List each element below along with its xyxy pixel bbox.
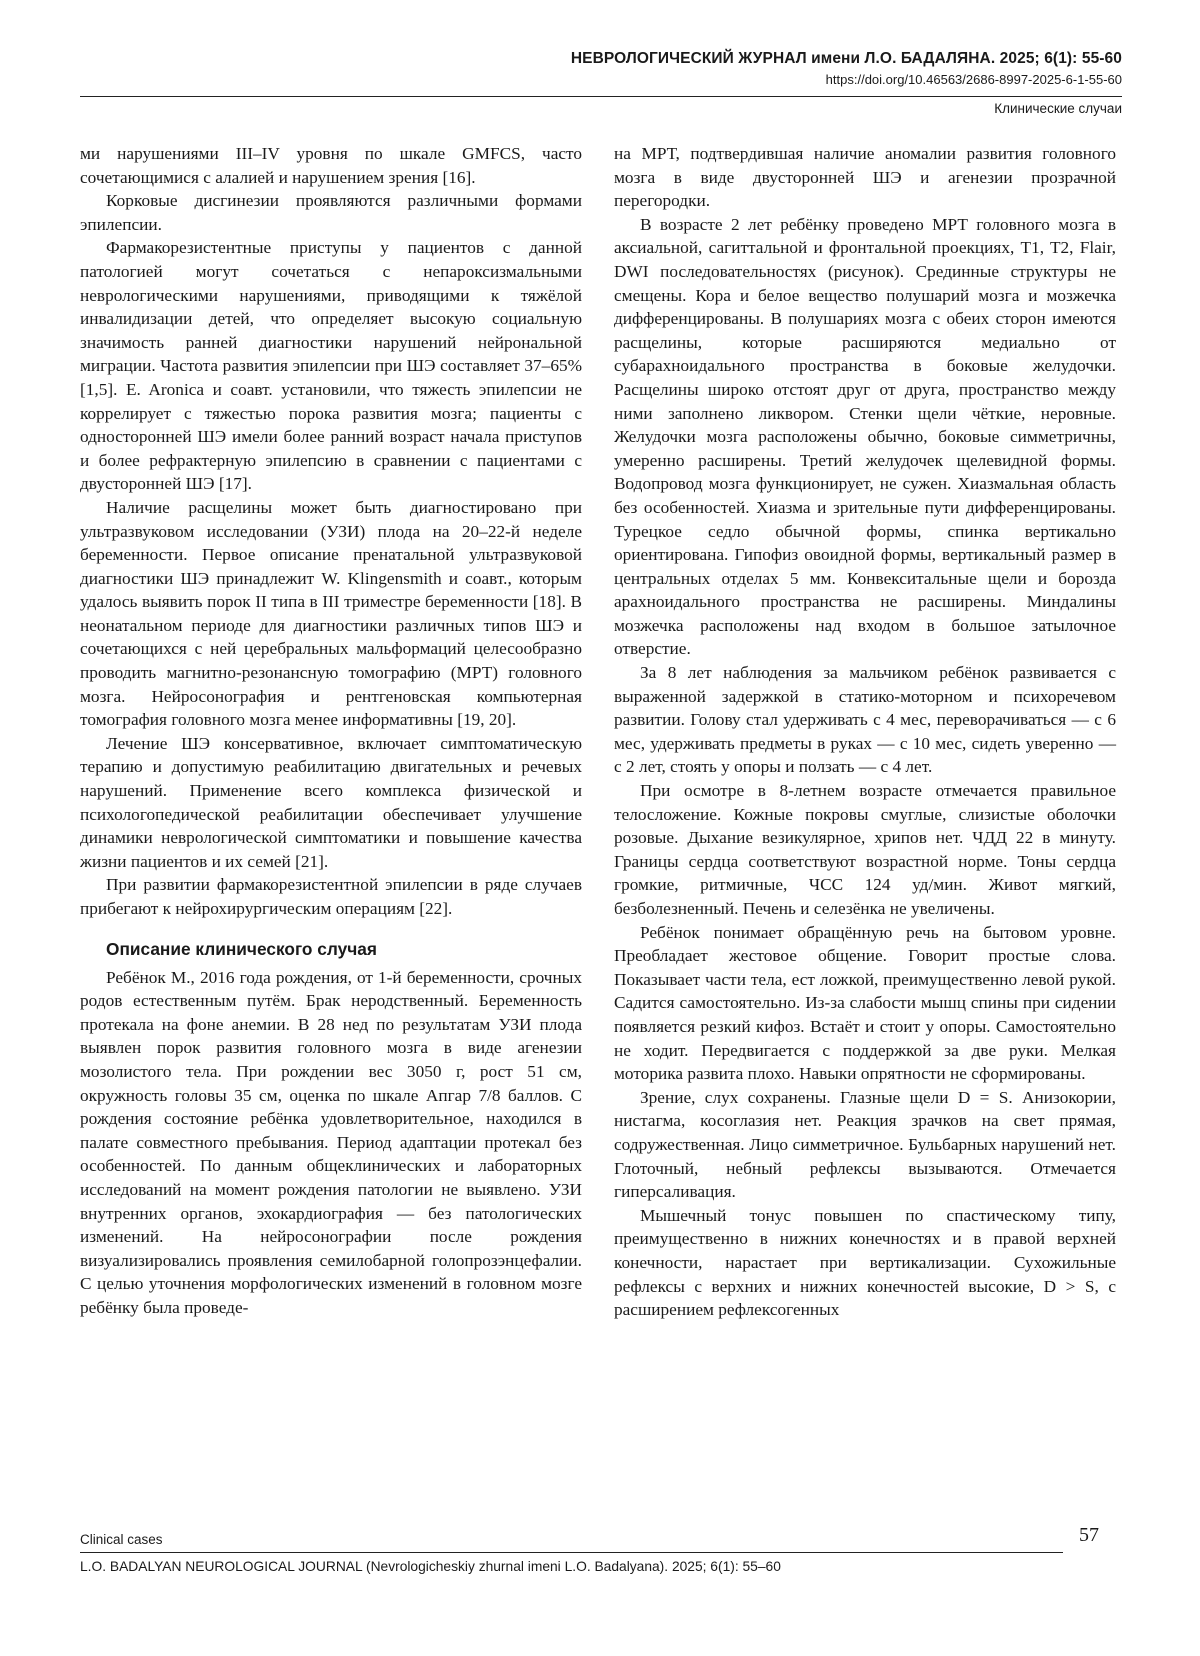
running-header-doi[interactable]: https://doi.org/10.46563/2686-8997-2025-6-1-55-60 xyxy=(825,72,1122,87)
left-text-column xyxy=(80,142,582,1320)
paragraph: При развитии фармакорезистентной эпилепсии в ряде случаев прибегают к нейрохирургическим операциям [22]. xyxy=(80,875,582,918)
paragraph: Мышечный тонус повышен по спастическому типу, преимущественно в нижних конечностях и в правой верхней конечности, нарастает при вертикализации. Сухожильные рефлексы с верхних и нижних конечностей высокие, D > S, с расширением рефлексогенных xyxy=(614,1205,1116,1320)
paragraph: Фармакорезистентные приступы у пациентов с данной патологией могут сочетаться с непароксизмальными неврологическими нарушениями, приводящими к тяжёлой инвалидизации детей, что определяет высокую социальную значимость ранней диагностики нарушений нейрональной миграции. Частота развития эпилепсии при ШЭ составляет 37–65% [1,5]. E. Aronica и соавт. установили, что тяжесть эпилепсии не коррелирует с тяжестью порока развития мозга; пациенты с односторонней ШЭ имели более ранний возраст начала приступов и более рефрактерную эпилепсию в сравнении с пациентами с двусторонней ШЭ [17]. xyxy=(80,238,582,494)
paragraph: При осмотре в 8-летнем возрасте отмечается правильное телосложение. Кожные покровы смуглые, слизистые оболочки розовые. Дыхание везикулярное, хрипов нет. ЧДД 22 в минуту. Границы сердца соответствуют возрастной норме. Тоны сердца громкие, ритмичные, ЧСС 124 уд/мин. Живот мягкий, безболезненный. Печень и селезёнка не увеличены. xyxy=(614,781,1116,918)
running-header-section: Клинические случаи xyxy=(994,101,1122,116)
paragraph: В возрасте 2 лет ребёнку проведено МРТ головного мозга в аксиальной, сагиттальной и фронтальной проекциях, T1, T2, Flair, DWI последовательностях (рисунок). Срединные структуры не смещены. Кора и белое вещество полушарий мозга и мозжечка дифференцированы. В полушариях мозга с обеих сторон имеются расщелины, которые расширяются медиально от субарахноидального пространства в боковые желудочки. Расщелины широко отстоят друг от друга, пространство между ними заполнено ликвором. Стенки щели чёткие, неровные. Желудочки мозга расположены обычно, боковые симметричны, умеренно расширены. Третий желудочек щелевидной формы. Водопровод мозга функционирует, не сужен. Хиазмальная область без особенностей. Хиазма и зрительные пути дифференцированы. Турецкое седло обычной формы, спинка вертикально ориентирована. Гипофиз овоидной формы, вертикальный размер в центральных отделах 5 мм. Конвекситальные щели и борозда арахноидального пространства не расширены. Миндалины мозжечка расположены над входом в большое затылочное отверстие. xyxy=(614,214,1116,659)
paragraph: на МРТ, подтвердившая наличие аномалии развития головного мозга в виде двусторонней ШЭ и агенезии прозрачной перегородки. xyxy=(614,144,1116,211)
paragraph: ми нарушениями III–IV уровня по шкале GMFCS, часто сочетающимися с алалией и нарушением зрения [16]. xyxy=(80,144,582,187)
paragraph: Ребёнок М., 2016 года рождения, от 1-й беременности, срочных родов естественным путём. Брак неродственный. Беременность протекала на фоне анемии. В 28 нед по результатам УЗИ плода выявлен порок развития головного мозга в виде агенезии мозолистого тела. При рождении вес 3050 г, рост 51 см, окружность головы 35 см, оценка по шкале Апгар 7/8 баллов. С рождения состояние ребёнка удовлетворительное, находился в палате совместного пребывания. Период адаптации протекал без особенностей. По данным общеклинических и лабораторных исследований на момент рождения патологии не выявлено. УЗИ внутренних органов, эхокардиография — без патологических изменений. На нейросонографии после рождения визуализировались проявления семилобарной голопрозэнцефалии. С целью уточнения морфологических изменений в головном мозге ребёнку была проведе- xyxy=(80,967,582,1317)
paragraph: Корковые дисгинезии проявляются различными формами эпилепсии. xyxy=(80,191,582,234)
right-text-column xyxy=(614,142,1116,1322)
running-header-journal: НЕВРОЛОГИЧЕСКИЙ ЖУРНАЛ имени Л.О. БАДАЛЯНА. 2025; 6(1): 55-60 xyxy=(570,50,1122,67)
paragraph: За 8 лет наблюдения за мальчиком ребёнок развивается с выраженной задержкой в статико-моторном и психоречевом развитии. Голову стал удерживать с 4 мес, переворачиваться — с 6 мес, удерживать предметы в руках — с 10 мес, сидеть уверенно — с 2 лет, стоять у опоры и ползать — с 4 лет. xyxy=(614,663,1116,777)
paragraph: Зрение, слух сохранены. Глазные щели D = S. Анизокории, нистагма, косоглазия нет. Реакция зрачков на свет прямая, содружественная. Лицо симметричное. Бульбарных нарушений нет. Глоточный, небный рефлексы вызываются. Отмечается гиперсаливация. xyxy=(614,1087,1116,1202)
paragraph: Ребёнок понимает обращённую речь на бытовом уровне. Преобладает жестовое общение. Говорит простые слова. Показывает части тела, ест ложкой, преимущественно левой рукой. Садится самостоятельно. Из-за слабости мышц спины при сидении появляется резкий кифоз. Встаёт и стоит у опоры. Самостоятельно не ходит. Передвигается с поддержкой за две руки. Мелкая моторика развита плохо. Навыки опрятности не сформированы. xyxy=(614,922,1116,1084)
section-heading: Описание клинического случая xyxy=(106,938,377,959)
page-number: 57 xyxy=(1079,1524,1099,1546)
footer-section: Clinical cases xyxy=(80,1532,163,1547)
footer-divider xyxy=(80,1552,1063,1553)
header-divider xyxy=(80,96,1122,97)
footer-journal: L.O. BADALYAN NEUROLOGICAL JOURNAL (Nevrologicheskiy zhurnal imeni L.O. Badalyana). 2025; 6(1): 55–60 xyxy=(80,1559,781,1574)
paragraph: Наличие расщелины может быть диагностировано при ультразвуковом исследовании (УЗИ) плода на 20–22-й неделе беременности. Первое описание пренатальной ультразвуковой диагностики ШЭ принадлежит W. Klingensmith и соавт., которым удалось выявить порок II типа в III триместре беременности [18]. В неонатальном периоде для диагностики различных типов ШЭ и сочетающихся с ней церебральных мальформаций целесообразно проводить магнитно-резонансную томографию (МРТ) головного мозга. Нейросонография и рентгеновская компьютерная томография головного мозга менее информативны [19, 20]. xyxy=(80,497,582,730)
paragraph: Лечение ШЭ консервативное, включает симптоматическую терапию и допустимую реабилитацию двигательных и речевых нарушений. Применение всего комплекса физической и психологопедической реабилитации обеспечивает улучшение динамики неврологической симптоматики и повышение качества жизни пациентов и их семей [21]. xyxy=(80,733,582,871)
